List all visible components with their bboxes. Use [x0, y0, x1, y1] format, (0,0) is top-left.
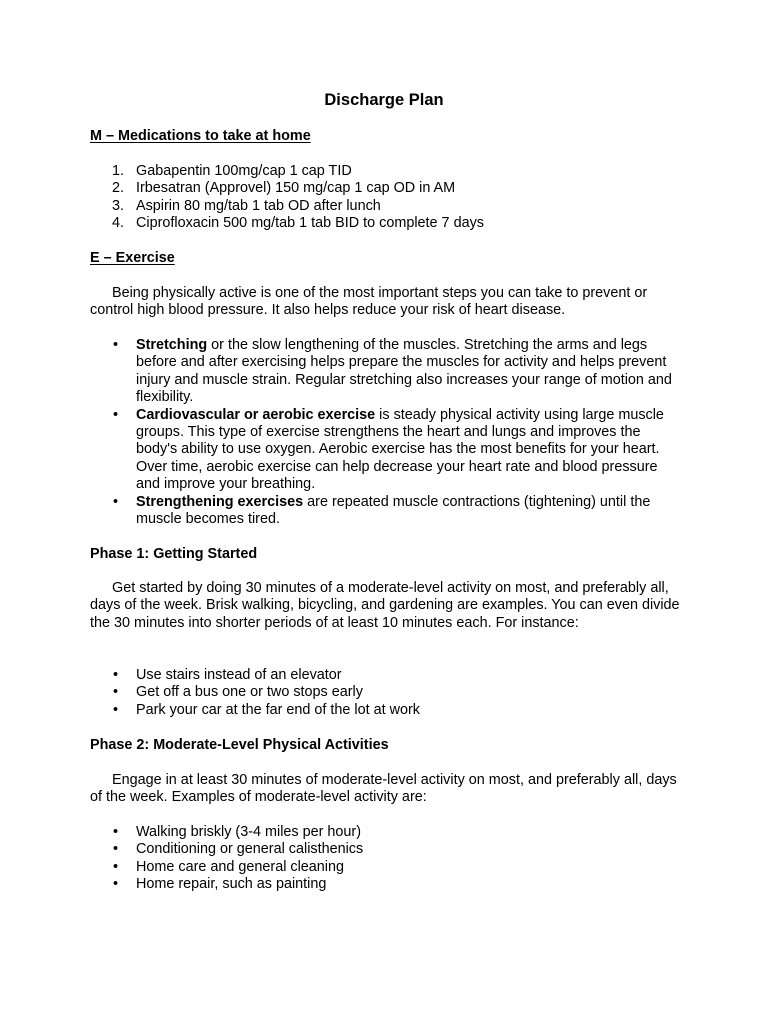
bullet-icon: •: [113, 684, 119, 701]
list-item-text: Home repair, such as painting: [136, 876, 327, 893]
phase1-intro: Get started by doing 30 minutes of a moderate-level activity on most, and preferably all, days of the week. Brisk walking, bicycling, and gardening are examples. You can even divide the 30 minutes into shorter periods of at least 10 minutes each. For instance:: [90, 580, 680, 631]
list-item: [90, 824, 680, 841]
exercise-description: are repeated muscle contractions (tightening) until the muscle becomes tired.: [136, 493, 651, 528]
exercise-description: or the slow lengthening of the muscles. Stretching the arms and legs before and after exercising helps prepare the muscles for activity and helps prevent injury and muscle strain. Regular stretching also increases your range of motion and flexibility.: [136, 337, 672, 406]
bullet-icon: •: [113, 337, 119, 353]
list-item-text: Get off a bus one or two stops early: [136, 684, 363, 701]
exercise-intro: Being physically active is one of the most important steps you can take to prevent or control high blood pressure. It also helps reduce your risk of heart disease.: [90, 285, 648, 319]
medication-text: Ciprofloxacin 500 mg/tab 1 tab BID to complete 7 days: [136, 215, 484, 232]
exercise-term: Cardiovascular or aerobic exercise: [136, 406, 376, 423]
list-item: [90, 198, 690, 215]
medications-heading: M – Medications to take at home: [90, 128, 311, 144]
list-item: [90, 702, 680, 719]
list-item: [90, 494, 680, 529]
exercise-term: Strengthening exercises: [136, 493, 304, 510]
bullet-icon: •: [113, 667, 119, 683]
list-item-text: Walking briskly (3-4 miles per hour): [136, 824, 361, 840]
bullet-icon: •: [113, 824, 119, 840]
medication-text: Irbesatran (Approvel) 150 mg/cap 1 cap OD in AM: [136, 180, 456, 197]
list-item: [90, 180, 690, 197]
exercise-heading: E – Exercise: [90, 250, 175, 266]
list-item: [90, 337, 680, 407]
list-item-text: Use stairs instead of an elevator: [136, 667, 342, 683]
bullet-icon: •: [113, 406, 119, 423]
medications-list: [90, 163, 690, 233]
exercise-types-list: [90, 337, 680, 528]
list-number: 3.: [112, 197, 125, 214]
phase1-list: [90, 667, 680, 719]
exercise-description: is steady physical activity using large muscle groups. This type of exercise strengthens the heart and lungs and improves the body's ability to use oxygen. Aerobic exercise has the most benefits for your heart. Over time, aerobic exercise can help decrease your heart rate and blood pressure and improve your breathing.: [136, 406, 664, 493]
list-number: 2.: [112, 180, 125, 197]
phase2-list: [90, 824, 680, 894]
list-item: [90, 163, 690, 180]
list-item: [90, 667, 680, 684]
phase1-heading: Phase 1: Getting Started: [90, 546, 258, 562]
list-item: [90, 859, 680, 876]
phase2-intro: Engage in at least 30 minutes of moderate-level activity on most, and preferably all, days of the week. Examples of moderate-level activity are:: [90, 772, 677, 806]
bullet-icon: •: [113, 876, 119, 893]
list-item: [90, 215, 690, 232]
bullet-icon: •: [113, 858, 119, 875]
list-item-text: Park your car at the far end of the lot at work: [136, 701, 420, 718]
medication-text: Gabapentin 100mg/cap 1 cap TID: [136, 163, 352, 179]
list-item-text: Home care and general cleaning: [136, 858, 344, 875]
list-number: 1.: [112, 163, 125, 179]
list-item-text: Conditioning or general calisthenics: [136, 841, 364, 858]
bullet-icon: •: [113, 701, 119, 718]
exercise-term: Stretching: [136, 337, 208, 353]
list-item: [90, 841, 680, 858]
bullet-icon: •: [113, 841, 119, 858]
document-title: Discharge Plan: [324, 91, 444, 109]
medication-text: Aspirin 80 mg/tab 1 tab OD after lunch: [136, 197, 381, 214]
phase2-heading: Phase 2: Moderate-Level Physical Activities: [90, 737, 389, 753]
list-item: [90, 876, 680, 893]
list-item: [90, 684, 680, 701]
list-number: 4.: [112, 215, 125, 232]
bullet-icon: •: [113, 493, 119, 510]
list-item: [90, 407, 680, 494]
